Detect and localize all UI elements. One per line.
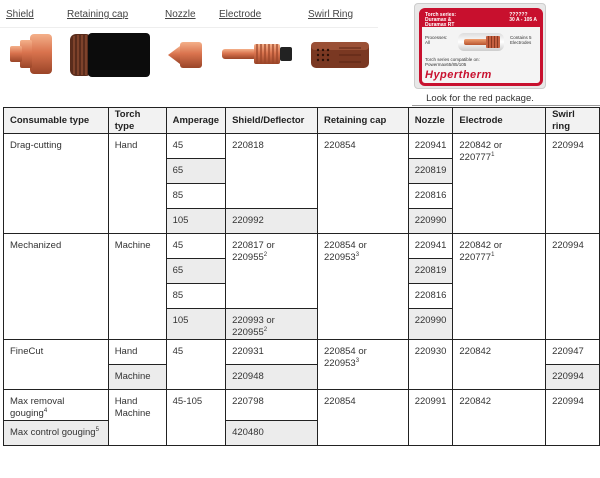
header-nozzle: Nozzle (408, 108, 453, 134)
table-row (4, 390, 600, 421)
electrode-cell (453, 234, 546, 340)
amperage-cell: 85 (166, 184, 225, 209)
package-processes (425, 35, 447, 45)
amperage-cell: 65 (166, 159, 225, 184)
footnote-marker: 3 (355, 252, 360, 258)
cap-value: 220854 or 220953 (324, 346, 367, 369)
retaining-cap-cell: 220854 (318, 134, 409, 234)
swirl-ring-cell: 220994 (546, 134, 600, 234)
hypertherm-logo: Hypertherm (425, 69, 492, 81)
shield-value: 220817 or 220955 (232, 240, 275, 263)
package-electrode-icon (458, 33, 504, 51)
torch-type-cell: Hand (108, 134, 166, 234)
footnote-marker: 3 (355, 358, 360, 364)
table-row (4, 234, 600, 259)
header-torch-type: Torch type (108, 108, 166, 134)
table-row (4, 134, 600, 159)
package-header (422, 11, 540, 27)
shield-cell: 220798 (226, 390, 318, 421)
nozzle-part-icon (166, 40, 206, 70)
package-frame (419, 8, 543, 86)
divider (412, 105, 600, 106)
retaining-cap-link[interactable]: Retaining cap (67, 9, 129, 20)
electrode-cell: 220842 (453, 390, 546, 446)
package-title-1: Torch series: (425, 12, 457, 18)
header-consumable-type: Consumable type (4, 108, 109, 134)
shield-cell: 220948 (226, 365, 318, 390)
electrode-value: 220842 or 220777 (459, 140, 503, 163)
package-contains (510, 35, 532, 45)
footnote-marker: 2 (263, 252, 268, 258)
nozzle-cell: 220819 (408, 259, 453, 284)
shield-cell (226, 234, 318, 309)
red-package-image (414, 3, 546, 89)
footnote-marker: 1 (491, 252, 495, 258)
header-amperage: Amperage (166, 108, 225, 134)
electrode-cell: 220842 (453, 340, 546, 390)
nozzle-cell: 220941 (408, 234, 453, 259)
amperage-cell: 45 (166, 134, 225, 159)
electrode-value: 220842 or 220777 (459, 240, 503, 263)
consumable-type-cell (4, 390, 109, 421)
torch-type-cell (108, 390, 166, 446)
consumable-type-cell (4, 421, 109, 446)
package-part-number: ?????? (509, 12, 528, 18)
swirl-ring-cell: 220947 (546, 340, 600, 365)
torch-type-cell: Hand (108, 340, 166, 365)
processes-value: All (425, 40, 431, 45)
shield-cell: 220931 (226, 340, 318, 365)
nozzle-cell: 220991 (408, 390, 453, 446)
swirl-ring-part-icon (311, 40, 369, 70)
compat-line-2: Powermax65/85/105 (425, 62, 467, 67)
amperage-cell: 45 (166, 234, 225, 259)
cap-value: 220854 or 220953 (324, 240, 367, 263)
electrode-link[interactable]: Electrode (219, 9, 262, 20)
torch-line-2: Machine (114, 408, 151, 419)
package-title-2: Duramax & (425, 17, 452, 23)
header-retaining-cap: Retaining cap (318, 108, 409, 134)
consumable-type-cell: Drag-cutting (4, 134, 109, 234)
retaining-cap-cell (318, 340, 409, 390)
retaining-cap-cell (318, 234, 409, 340)
nozzle-cell: 220816 (408, 184, 453, 209)
nozzle-cell: 220930 (408, 340, 453, 390)
amperage-cell: 45-105 (166, 390, 225, 446)
compat-line-1: Torch series compatible on: (425, 57, 480, 62)
nozzle-cell: 220990 (408, 209, 453, 234)
amperage-cell: 65 (166, 259, 225, 284)
nozzle-link[interactable]: Nozzle (165, 9, 196, 20)
electrode-part-icon (222, 42, 294, 66)
torch-line-1: Hand (114, 396, 138, 407)
package-title-3: Duramax RT (425, 22, 455, 28)
amperage-cell: 105 (166, 309, 225, 340)
swirl-ring-cell: 220994 (546, 234, 600, 340)
nozzle-cell: 220990 (408, 309, 453, 340)
contains-line-2: Electrodes (510, 40, 532, 45)
consumables-table (3, 107, 600, 446)
package-amperage: 30 A - 105 A (509, 17, 537, 23)
type-value: Max removal gouging (10, 396, 65, 419)
consumable-type-cell: FineCut (4, 340, 109, 390)
package-compat (425, 57, 480, 67)
header-shield: Shield/Deflector (226, 108, 318, 134)
shield-cell: 420480 (226, 421, 318, 446)
footnote-marker: 2 (263, 327, 268, 333)
amperage-cell: 85 (166, 284, 225, 309)
nozzle-cell: 220819 (408, 159, 453, 184)
footnote-marker: 1 (491, 152, 495, 158)
swirl-ring-cell: 220994 (546, 390, 600, 446)
footnote-marker: 5 (95, 427, 99, 433)
electrode-cell (453, 134, 546, 234)
footnote-marker: 4 (43, 408, 48, 414)
nozzle-cell: 220941 (408, 134, 453, 159)
type-value: Max control gouging (10, 427, 96, 438)
retaining-cap-cell: 220854 (318, 390, 409, 446)
torch-type-cell: Machine (108, 365, 166, 390)
consumable-type-cell: Mechanized (4, 234, 109, 340)
table-header-row (4, 108, 600, 134)
swirl-ring-link[interactable]: Swirl Ring (308, 9, 354, 20)
shield-cell: 220818 (226, 134, 318, 209)
amperage-cell: 45 (166, 340, 225, 390)
retaining-cap-part-icon (70, 32, 152, 78)
swirl-ring-cell: 220994 (546, 365, 600, 390)
package-partno-block (509, 13, 537, 23)
shield-value: 220993 or 220955 (232, 315, 275, 338)
table-row (4, 340, 600, 365)
header-swirl-ring: Swirl ring (546, 108, 600, 134)
package-caption: Look for the red package. (426, 93, 534, 104)
amperage-cell: 105 (166, 209, 225, 234)
processes-label: Processes: (425, 35, 448, 40)
contains-line-1: Contains 5 (510, 35, 532, 40)
parts-header-bar (0, 0, 378, 28)
nozzle-cell: 220816 (408, 284, 453, 309)
shield-part-icon (6, 30, 56, 78)
torch-type-cell: Machine (108, 234, 166, 340)
shield-cell: 220992 (226, 209, 318, 234)
header-electrode: Electrode (453, 108, 546, 134)
shield-cell (226, 309, 318, 340)
shield-link[interactable]: Shield (6, 9, 34, 20)
